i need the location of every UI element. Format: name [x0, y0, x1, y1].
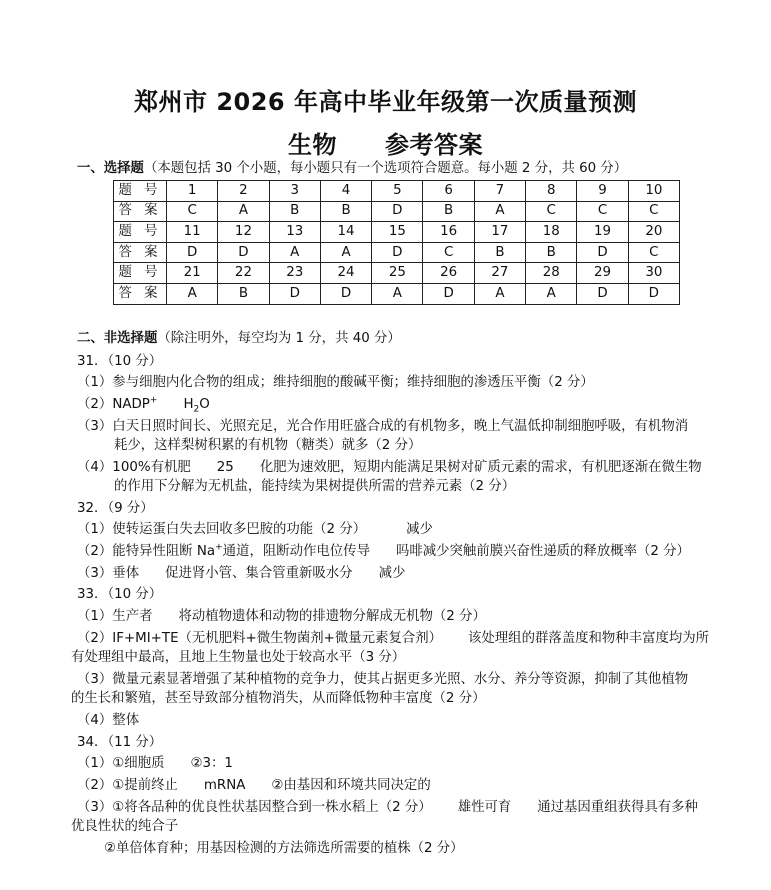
section2-note: （除注明外，每空均为 1 分，共 40 分） — [157, 331, 401, 346]
q34-part2-answer-a: （2）①提前终止 — [77, 778, 178, 793]
row-label-answer: 答 案 — [114, 242, 167, 263]
question-number-cell: 9 — [577, 181, 628, 202]
answer-row — [114, 242, 680, 263]
q32-part2-answer-a: （2）能特异性阻断 Na — [77, 544, 216, 559]
q32-part3-answer-b: 促进肾小管、集合管重新吸水分 — [165, 566, 353, 581]
q32-part3-answer-c: 减少 — [378, 566, 406, 581]
answer-cell: C — [577, 201, 628, 222]
question-number-row — [114, 263, 680, 284]
answer-cell: B — [269, 201, 320, 222]
q32-part1 — [77, 521, 433, 539]
question-number-cell: 25 — [372, 263, 423, 284]
answer-cell: A — [167, 283, 218, 304]
question-number-cell: 19 — [577, 222, 628, 243]
q32-part2-sup: + — [215, 542, 223, 553]
question-number-cell: 15 — [372, 222, 423, 243]
q33-part3-line1: （3）微量元素显著增强了某种植物的竞争力，使其占据更多光照、水分、养分等资源，抑制了其他植物 — [77, 672, 689, 687]
q33-part1 — [77, 608, 486, 626]
q32-heading: 32．（9 分） — [77, 501, 154, 516]
question-number-row — [114, 222, 680, 243]
q34-part1-answer-a: （1）①细胞质 — [77, 756, 165, 771]
answer-cell: C — [628, 242, 679, 263]
q33-part4: （4）整体 — [77, 713, 140, 728]
question-number-cell: 11 — [167, 222, 218, 243]
answer-row — [114, 201, 680, 222]
q31-part4-label: （4）100%有机肥 — [77, 460, 191, 475]
question-number-cell: 7 — [474, 181, 525, 202]
q33-heading: 33．（10 分） — [77, 587, 163, 602]
question-number-cell: 10 — [628, 181, 679, 202]
q32-part2 — [77, 543, 690, 561]
row-label-number: 题 号 — [114, 181, 167, 202]
q32-part1-answer-b: 减少 — [406, 522, 433, 537]
q33-part2-line1 — [77, 630, 709, 648]
answer-row — [114, 283, 680, 304]
q34-part3-line1 — [77, 799, 698, 817]
question-number-cell: 26 — [423, 263, 474, 284]
answer-key-label: 参考答案 — [385, 131, 483, 159]
answer-cell: A — [372, 283, 423, 304]
q31-part2-sup: + — [149, 395, 158, 406]
question-number-cell: 14 — [320, 222, 371, 243]
answer-cell: B — [320, 201, 371, 222]
question-number-cell: 16 — [423, 222, 474, 243]
question-number-cell: 18 — [526, 222, 577, 243]
q31-part1: （1）参与细胞内化合物的组成；维持细胞的酸碱平衡；维持细胞的渗透压平衡（2 分） — [77, 375, 594, 390]
section2-header — [77, 330, 401, 348]
answer-cell: D — [423, 283, 474, 304]
answer-cell: D — [320, 283, 371, 304]
question-number-cell: 27 — [474, 263, 525, 284]
q31-part3-line2: 耗少，这样梨树积累的有机物（糖类）就多（2 分） — [114, 438, 422, 453]
answer-cell: C — [423, 242, 474, 263]
question-number-cell: 17 — [474, 222, 525, 243]
answer-cell: C — [526, 201, 577, 222]
question-number-cell: 4 — [320, 181, 371, 202]
question-number-cell: 23 — [269, 263, 320, 284]
q33-part1-answer-b: 将动植物遗体和动物的排遗物分解成无机物（2 分） — [178, 609, 486, 624]
question-number-row — [114, 181, 680, 202]
answer-cell: A — [474, 283, 525, 304]
q33-part1-answer-a: （1）生产者 — [77, 609, 153, 624]
question-number-cell: 8 — [526, 181, 577, 202]
section1-header — [77, 160, 627, 178]
answer-cell: A — [526, 283, 577, 304]
q31-part2 — [77, 396, 210, 414]
q33-part2-answer-b: 该处理组的群落盖度和物种丰富度均为所 — [468, 631, 710, 646]
section1-heading: 一、选择题 — [77, 161, 144, 176]
answer-cell: D — [577, 283, 628, 304]
question-number-cell: 20 — [628, 222, 679, 243]
answer-cell: D — [218, 242, 269, 263]
question-number-cell: 3 — [269, 181, 320, 202]
row-label-answer: 答 案 — [114, 201, 167, 222]
q34-part3-answer-a: （3）①将各品种的优良性状基因整合到一株水稻上（2 分） — [77, 800, 432, 815]
q31-part4-line2: 的作用下分解为无机盐，能持续为果树提供所需的营养元素（2 分） — [114, 479, 516, 494]
answer-cell: B — [218, 283, 269, 304]
page-title: 郑州市 2026 年高中毕业年级第一次质量预测 — [133, 88, 637, 116]
q31-part2-answer-a: NADP — [112, 397, 150, 412]
q31-part4-explanation: 化肥为速效肥，短期内能满足果树对矿质元素的需求，有机肥逐渐在微生物 — [259, 460, 702, 475]
question-number-cell: 21 — [167, 263, 218, 284]
answer-cell: C — [167, 201, 218, 222]
question-number-cell: 6 — [423, 181, 474, 202]
q34-heading: 34．（11 分） — [77, 735, 163, 750]
answer-cell: A — [269, 242, 320, 263]
section2-heading: 二、非选择题 — [77, 331, 158, 346]
row-label-number: 题 号 — [114, 222, 167, 243]
question-number-cell: 5 — [372, 181, 423, 202]
q31-part2-answer-b: H — [183, 397, 194, 412]
q34-part2 — [77, 777, 431, 795]
question-number-cell: 22 — [218, 263, 269, 284]
q34-part3-answer-c: 通过基因重组获得具有多种 — [537, 800, 698, 815]
q34-part1-answer-b: ②3：1 — [190, 756, 233, 771]
answer-cell: A — [218, 201, 269, 222]
q31-part2-sub: 2 — [193, 404, 200, 415]
answer-cell: A — [320, 242, 371, 263]
answer-cell: D — [577, 242, 628, 263]
q34-part3-line2: 优良性状的纯合子 — [71, 819, 179, 834]
answer-cell: B — [474, 242, 525, 263]
answer-cell: B — [423, 201, 474, 222]
question-number-cell: 13 — [269, 222, 320, 243]
q33-part2-answer-a: （2）IF+MI+TE（无机肥料+微生物菌剂+微量元素复合剂） — [77, 631, 443, 646]
question-number-cell: 28 — [526, 263, 577, 284]
answer-cell: D — [269, 283, 320, 304]
question-number-cell: 12 — [218, 222, 269, 243]
q33-part3-line2: 的生长和繁殖，甚至导致部分植物消失，从而降低物种丰富度（2 分） — [71, 691, 486, 706]
q31-heading: 31．（10 分） — [77, 354, 163, 369]
q34-part1 — [77, 755, 233, 773]
q32-part2-answer-a-end: 通道，阻断动作电位传导 — [222, 544, 370, 559]
q31-part2-answer-b-end: O — [199, 397, 210, 412]
q32-part1-answer-a: （1）使转运蛋白失去回收多巴胺的功能（2 分） — [77, 522, 367, 537]
question-number-cell: 1 — [167, 181, 218, 202]
q31-part4-value: 25 — [216, 460, 234, 475]
question-number-cell: 24 — [320, 263, 371, 284]
answer-table — [113, 180, 680, 305]
q34-part2-answer-b: mRNA — [203, 778, 246, 793]
answer-cell: C — [628, 201, 679, 222]
answer-cell: D — [628, 283, 679, 304]
question-number-cell: 30 — [628, 263, 679, 284]
q31-part3-line1: （3）白天日照时间长、光照充足，光合作用旺盛合成的有机物多，晚上气温低抑制细胞呼吸，有机物消 — [77, 419, 689, 434]
q31-part2-label: （2） — [77, 397, 113, 412]
answer-cell: D — [372, 201, 423, 222]
row-label-answer: 答 案 — [114, 283, 167, 304]
answer-cell: D — [167, 242, 218, 263]
q31-part4-line1 — [77, 459, 702, 477]
section1-note: （本题包括 30 个小题，每小题只有一个选项符合题意。每小题 2 分，共 60 分） — [143, 161, 628, 176]
answer-cell: A — [474, 201, 525, 222]
subject-name: 生物 — [288, 131, 337, 159]
q34-part3-line3: ②单倍体育种；用基因检测的方法筛选所需要的植株（2 分） — [104, 841, 464, 856]
q32-part3 — [77, 565, 405, 583]
q32-part2-answer-b: 吗啡减少突触前膜兴奋性递质的释放概率（2 分） — [395, 544, 690, 559]
q32-part3-answer-a: （3）垂体 — [77, 566, 140, 581]
row-label-number: 题 号 — [114, 263, 167, 284]
answer-cell: D — [372, 242, 423, 263]
q34-part3-answer-b: 雄性可育 — [457, 800, 512, 815]
answer-cell: B — [526, 242, 577, 263]
q33-part2-line2: 有处理组中最高，且地上生物量也处于较高水平（3 分） — [71, 650, 406, 665]
question-number-cell: 2 — [218, 181, 269, 202]
q34-part2-answer-c: ②由基因和环境共同决定的 — [271, 778, 431, 793]
question-number-cell: 29 — [577, 263, 628, 284]
subject-title — [0, 125, 771, 160]
